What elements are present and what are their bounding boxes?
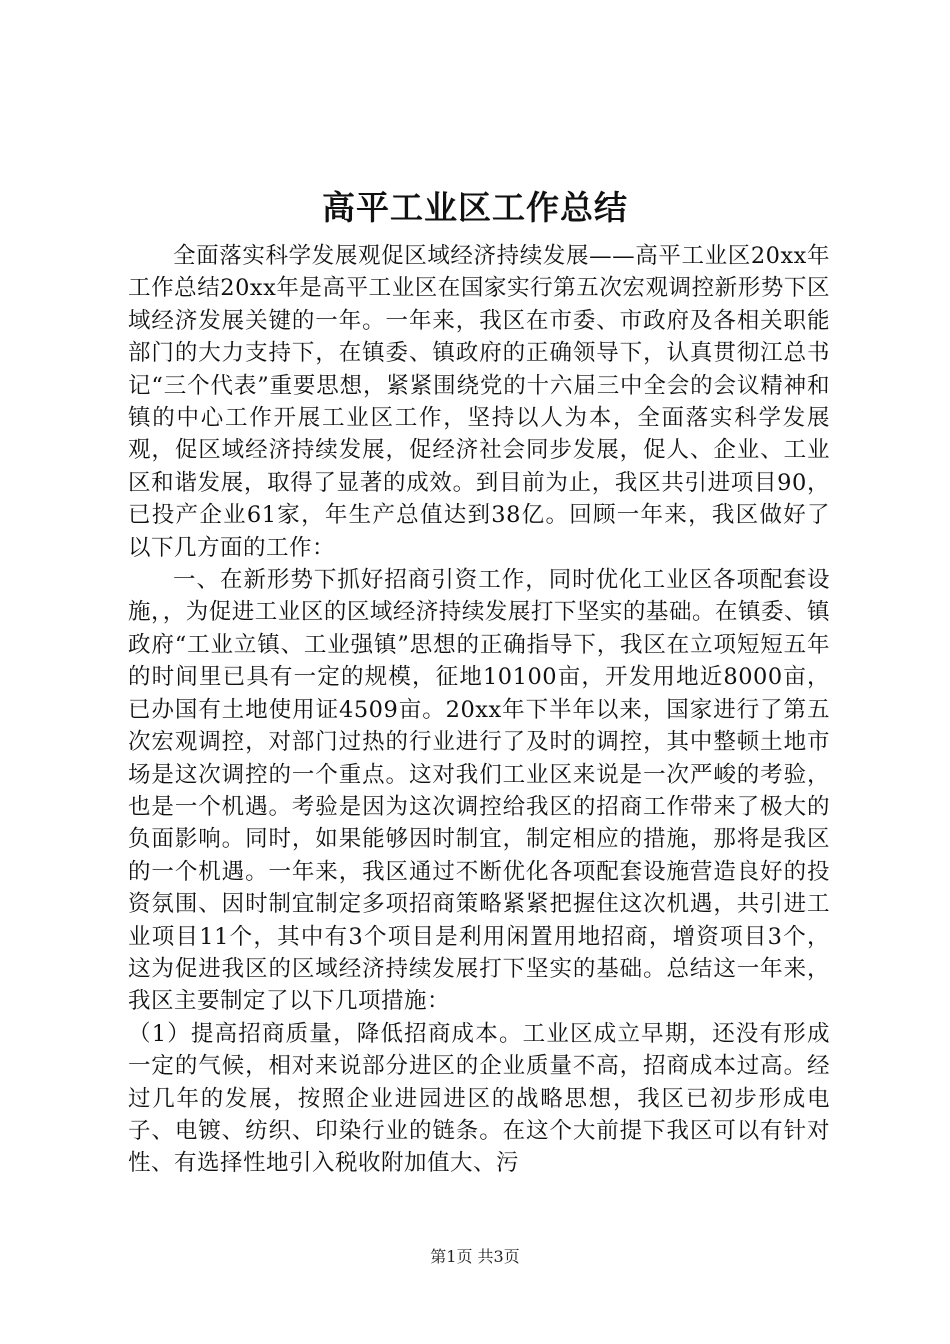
paragraph-section-one: 一、在新形势下抓好招商引资工作，同时优化工业区各项配套设施，，为促进工业区的区域经济持续发展打下坚实的基础。在镇委、镇政府“工业立镇、工业强镇”思想的正确指导下，我区在立项短短五年的时间里已具有一定的规模，征地10100亩，开发用地近8000亩，已办国有土地使用证4509亩。20xx年下半年以来，国家进行了第五次宏观调控，对部门过热的行业进行了及时的调控，其中整顿土地市场是这次调控的一个重点。这对我们工业区来说是一次严峻的考验，也是一个机遇。考验是因为这次调控给我区的招商工作带来了极大的负面影响。同时，如果能够因时制宜，制定相应的措施，那将是我区的一个机遇。一年来，我区通过不断优化各项配套设施营造良好的投资氛围、因时制宜制定多项招商策略紧紧把握住这次机遇，共引进工业项目11个，其中有3个项目是利用闲置用地招商，增资项目3个，这为促进我区的区域经济持续发展打下坚实的基础。总结这一年来，我区主要制定了以下几项措施： — [128, 567, 830, 1015]
paragraph-measure-one: （1）提高招商质量，降低招商成本。工业区成立早期，还没有形成一定的气候，相对来说部分进区的企业质量不高，招商成本过高。经过几年的发展，按照企业进园进区的战略思想，我区已初步形成电子、电镀、纺织、印染行业的链条。在这个大前提下我区可以有针对性、有选择性地引入税收附加值大、污 — [128, 1020, 830, 1177]
document-title: 高平工业区工作总结 — [322, 188, 628, 227]
page-footer: 第1页 共3页 — [430, 1247, 520, 1266]
paragraph-intro: 全面落实科学发展观促区域经济持续发展——高平工业区20xx年工作总结20xx年是高平工业区在国家实行第五次宏观调控新形势下区域经济发展关键的一年。一年来，我区在市委、市政府及各相关职能部门的大力支持下，在镇委、镇政府的正确领导下，认真贯彻江总书记“三个代表”重要思想，紧紧围绕党的十六届三中全会的会议精神和镇的中心工作开展工业区工作，坚持以人为本，全面落实科学发展观，促区域经济持续发展，促经济社会同步发展，促人、企业、工业区和谐发展，取得了显著的成效。到目前为止，我区共引进项目90，已投产企业61家，年生产总值达到38亿。回顾一年来，我区做好了以下几方面的工作： — [128, 243, 830, 561]
document-body — [128, 240, 830, 1180]
